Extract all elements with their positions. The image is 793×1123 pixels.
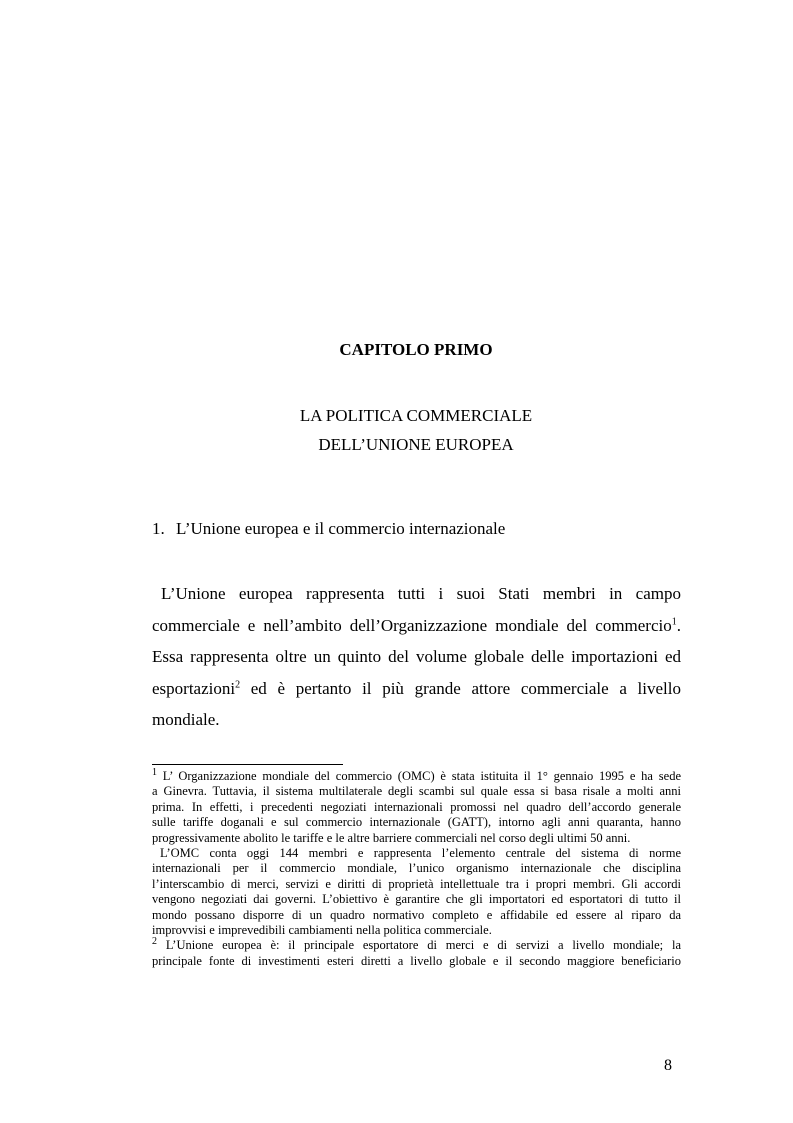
footnote-2-marker: 2 — [152, 936, 157, 948]
footnote-1-line-8: l’interscambio di merci, servizi e diritti di proprietà intellettuale tra i propri membri. Gli accordi — [152, 876, 681, 891]
footnote-1-line-10: mondo possano disporre di un quadro normativo completo e affidabile ed essere al riparo da — [152, 907, 681, 922]
footnote-separator — [152, 764, 343, 765]
footnote-1-line-7: internazionali per il commercio mondiale, l’unico organismo internazionale che disciplina — [152, 861, 681, 876]
footnote-1 — [152, 766, 681, 938]
footnote-1-line-3: prima. In effetti, i precedenti negoziati internazionali promossi nel quadro dell’accordo generale — [152, 799, 681, 814]
body-paragraph — [152, 578, 681, 736]
body-line-4 — [152, 673, 681, 705]
footnote-1-line-1-text: L’ Organizzazione mondiale del commercio (OMC) è stata istituita il 1° gennaio 1995 e ha sede — [157, 769, 681, 783]
footnote-ref-1[interactable]: 1 — [671, 615, 677, 627]
chapter-title-line-1: LA POLITICA COMMERCIALE — [299, 406, 533, 425]
footnote-2-line-1 — [152, 938, 681, 953]
chapter-title — [0, 401, 793, 459]
chapter-title-line-2: DELL’UNIONE EUROPEA — [318, 435, 514, 454]
section-number: 1. — [152, 519, 165, 538]
footnote-1-line-5: progressivamente abolito le tariffe e le altre barriere commerciali nel corso degli ultimi 50 anni. — [152, 830, 631, 845]
body-line-3: Essa rappresenta oltre un quinto del volume globale delle importazioni ed — [152, 647, 681, 666]
footnote-1-line-1 — [152, 766, 681, 784]
footnote-2-line-2: principale fonte di investimenti esteri diretti a livello globale e il secondo maggiore beneficiario — [152, 953, 681, 968]
footnote-1-line-4: sulle tariffe doganali e sul commercio internazionale (GATT), intorno agli anni quaranta, hanno — [152, 815, 681, 830]
footnote-1-line-9: vengono negoziati dai governi. L’obiettivo è garantire che gli importatori ed esportatori di tutto il — [152, 892, 681, 907]
footnotes — [152, 766, 681, 969]
body-line-1: L’Unione europea rappresenta tutti i suoi Stati membri in campo — [161, 584, 681, 603]
chapter-heading: CAPITOLO PRIMO — [339, 340, 493, 359]
footnote-1-line-2: a Ginevra. Tuttavia, il sistema multilaterale degli scambi sul quale essa si basa risale a molti anni — [152, 784, 681, 799]
footnote-1-line-11: improvvisi e imprevedibili cambiamenti nella politica commerciale. — [152, 923, 492, 938]
footnote-ref-2[interactable]: 2 — [235, 678, 241, 690]
section-title: L’Unione europea e il commercio internazionale — [176, 519, 506, 538]
page-number: 8 — [664, 1057, 672, 1074]
body-line-2 — [152, 610, 681, 642]
section-heading — [152, 519, 505, 539]
body-line-4-start: esportazioni — [152, 678, 236, 698]
body-line-4-rest: ed è pertanto il più grande attore commerciale a livello — [240, 678, 681, 698]
body-line-5: mondiale. — [152, 710, 220, 729]
body-line-2-text: commerciale e nell’ambito dell’Organizzazione mondiale del commercio — [152, 615, 672, 635]
footnote-2 — [152, 938, 681, 969]
footnote-1-line-6: L’OMC conta oggi 144 membri e rappresenta l’elemento centrale del sistema di norme — [160, 846, 681, 861]
footnote-2-line-1-text: L’Unione europea è: il principale esportatore di merci e di servizi a livello mondiale; la — [157, 938, 681, 953]
body-line-2-end: . — [676, 615, 681, 635]
footnote-1-marker: 1 — [152, 766, 157, 778]
